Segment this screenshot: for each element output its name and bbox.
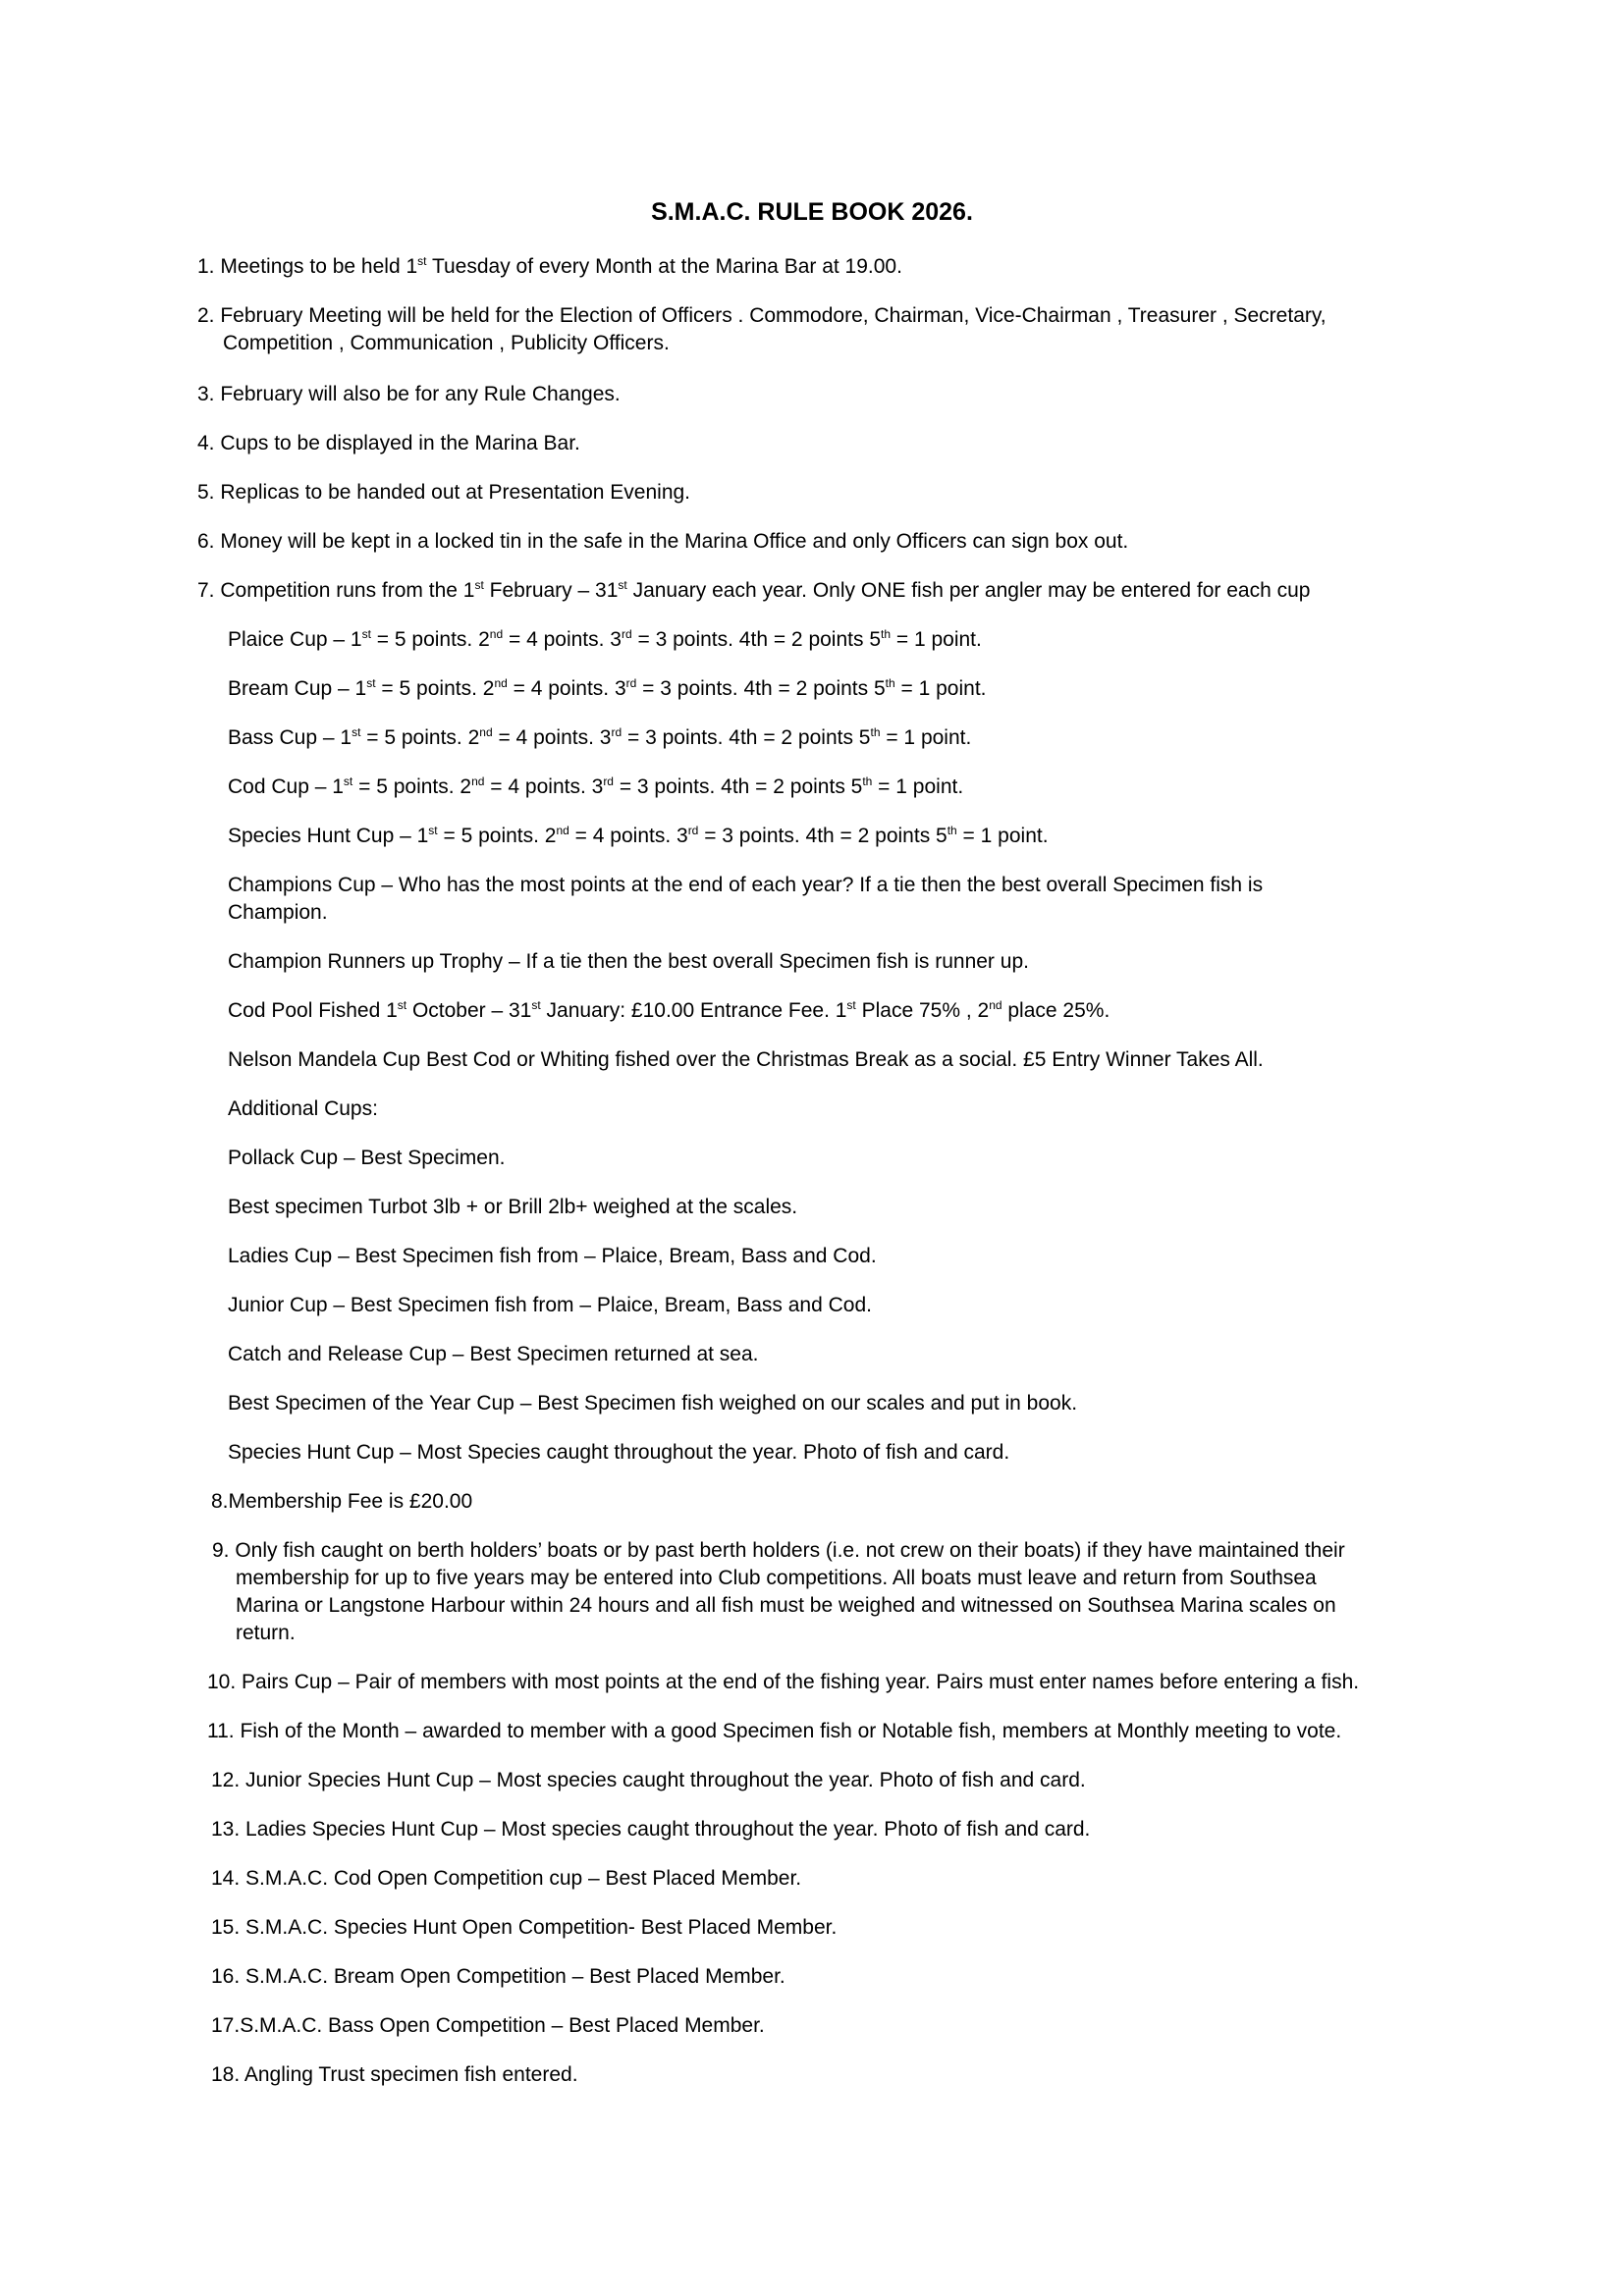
rule-line: [228, 1194, 797, 1221]
rule-text: Marina or Langstone Harbour within 24 hours and all fish must be weighed and witnessed on Southsea Marina scales on: [236, 1594, 1336, 1617]
rule-text: Best specimen Turbot 3lb + or Brill 2lb+ weighed at the scales.: [228, 1196, 798, 1218]
rule-line: [228, 724, 971, 752]
ordinal-suffix: nd: [489, 627, 504, 641]
ordinal-suffix: th: [870, 725, 881, 739]
rule-line: [211, 1865, 801, 1893]
rule-text: = 4 points. 3: [503, 628, 622, 651]
rule-text: October – 31: [406, 999, 532, 1022]
ordinal-suffix: nd: [556, 824, 569, 837]
rule-text: = 5 points. 2: [437, 825, 557, 847]
rule-line: [228, 1390, 1077, 1417]
rule-text: = 3 points. 4th = 2 points 5: [636, 677, 886, 700]
rule-line: [197, 528, 1128, 556]
ordinal-suffix: st: [361, 627, 371, 641]
ordinal-suffix: rd: [621, 627, 632, 641]
rule-text: Catch and Release Cup – Best Specimen returned at sea.: [228, 1343, 759, 1365]
rule-line: [228, 872, 1263, 899]
rule-line: [197, 430, 580, 457]
rule-line: [236, 1620, 296, 1647]
rule-text: = 1 point.: [894, 677, 987, 700]
rule-text: Ladies Cup – Best Specimen fish from – Plaice, Bream, Bass and Cod.: [228, 1245, 877, 1267]
rule-text: = 4 points. 3: [507, 677, 626, 700]
rule-line: [211, 1816, 1090, 1843]
rule-text: 4. Cups to be displayed in the Marina Bar.: [197, 432, 580, 454]
rule-line: [223, 330, 670, 357]
rule-line: [197, 302, 1326, 330]
rule-text: = 1 point.: [880, 726, 972, 749]
rule-text: Champion Runners up Trophy – If a tie then the best overall Specimen fish is runner up.: [228, 950, 1029, 973]
ordinal-suffix: st: [428, 824, 438, 837]
rule-line: [207, 1669, 1359, 1696]
rule-text: 14. S.M.A.C. Cod Open Competition cup – Best Placed Member.: [211, 1867, 802, 1890]
rule-line: [228, 1439, 1009, 1467]
rule-text: 15. S.M.A.C. Species Hunt Open Competition- Best Placed Member.: [211, 1916, 838, 1939]
page-title: S.M.A.C. RULE BOOK 2026.: [651, 198, 973, 226]
rule-text: 10. Pairs Cup – Pair of members with most points at the end of the fishing year. Pairs must enter names before entering a fish.: [207, 1671, 1360, 1693]
ordinal-suffix: st: [474, 578, 484, 592]
ordinal-suffix: nd: [989, 998, 1002, 1012]
rule-text: 11. Fish of the Month – awarded to member with a good Specimen fish or Notable fish, members at Monthly meeting to vote.: [207, 1720, 1342, 1742]
rule-text: 2. February Meeting will be held for the Election of Officers . Commodore, Chairman, Vice-Chairman , Treasurer , Secretary,: [197, 304, 1326, 327]
rule-text: Junior Cup – Best Specimen fish from – Plaice, Bream, Bass and Cod.: [228, 1294, 872, 1316]
rule-text: Pollack Cup – Best Specimen.: [228, 1147, 506, 1169]
ordinal-suffix: nd: [471, 774, 485, 788]
rule-text: Champions Cup – Who has the most points at the end of each year? If a tie then the best overall Specimen fish is: [228, 874, 1264, 896]
rule-text: Bass Cup – 1: [228, 726, 352, 749]
rule-text: = 4 points. 3: [484, 775, 604, 798]
rule-text: Cod Pool Fished 1: [228, 999, 398, 1022]
ordinal-suffix: th: [947, 824, 957, 837]
rule-text: 8.Membership Fee is £20.00: [211, 1490, 473, 1513]
rule-text: = 1 point.: [872, 775, 964, 798]
rule-text: 9. Only fish caught on berth holders’ boats or by past berth holders (i.e. not crew on their boats) if they have maintained their: [212, 1539, 1345, 1562]
rule-line: [228, 774, 963, 801]
ordinal-suffix: st: [366, 676, 376, 690]
rule-line: [228, 1046, 1264, 1074]
rule-line: [228, 675, 987, 703]
rule-text: Champion.: [228, 901, 328, 924]
rule-text: = 4 points. 3: [492, 726, 612, 749]
rule-text: Additional Cups:: [228, 1097, 378, 1120]
rule-text: January: £10.00 Entrance Fee. 1: [540, 999, 847, 1022]
rule-text: place 25%.: [1001, 999, 1110, 1022]
rule-text: 17.S.M.A.C. Bass Open Competition – Best Placed Member.: [211, 2014, 765, 2037]
rule-text: = 3 points. 4th = 2 points 5: [622, 726, 871, 749]
ordinal-suffix: th: [881, 627, 892, 641]
rule-line: [228, 948, 1029, 976]
rule-text: Tuesday of every Month at the Marina Bar at 19.00.: [426, 255, 902, 278]
rule-line: [211, 1767, 1086, 1794]
ordinal-suffix: st: [531, 998, 541, 1012]
rule-text: February – 31: [483, 579, 619, 602]
rule-line: [236, 1565, 1317, 1592]
rule-text: = 5 points. 2: [375, 677, 495, 700]
rule-line: [228, 626, 982, 654]
rule-line: [197, 381, 621, 408]
ordinal-suffix: st: [397, 998, 407, 1012]
ordinal-suffix: st: [352, 725, 361, 739]
rule-line: [211, 1963, 785, 1991]
rule-line: [212, 1537, 1345, 1565]
rule-text: 6. Money will be kept in a locked tin in the safe in the Marina Office and only Officers can sign box out.: [197, 530, 1129, 553]
rule-text: 5. Replicas to be handed out at Presentation Evening.: [197, 481, 691, 504]
rule-text: 18. Angling Trust specimen fish entered.: [211, 2063, 578, 2086]
rule-text: Bream Cup – 1: [228, 677, 367, 700]
rule-line: [197, 253, 902, 281]
rule-line: [228, 1145, 505, 1172]
rule-line: [228, 1095, 378, 1123]
rule-text: Cod Cup – 1: [228, 775, 344, 798]
rule-text: membership for up to five years may be entered into Club competitions. All boats must leave and return from Southsea: [236, 1567, 1317, 1589]
rule-text: = 4 points. 3: [568, 825, 688, 847]
rule-text: = 5 points. 2: [370, 628, 490, 651]
rule-line: [207, 1718, 1341, 1745]
ordinal-suffix: nd: [479, 725, 493, 739]
ordinal-suffix: th: [885, 676, 895, 690]
ordinal-suffix: th: [862, 774, 873, 788]
rule-line: [197, 577, 1310, 605]
rule-text: return.: [236, 1622, 296, 1644]
rule-line: [211, 2061, 578, 2089]
rule-line: [228, 1341, 758, 1368]
rule-text: Best Specimen of the Year Cup – Best Specimen fish weighed on our scales and put in book.: [228, 1392, 1078, 1415]
rule-line: [228, 899, 328, 927]
ordinal-suffix: nd: [494, 676, 508, 690]
rule-text: Plaice Cup – 1: [228, 628, 362, 651]
ordinal-suffix: st: [846, 998, 856, 1012]
rule-text: 13. Ladies Species Hunt Cup – Most species caught throughout the year. Photo of fish and card.: [211, 1818, 1091, 1841]
rule-line: [228, 823, 1049, 850]
ordinal-suffix: rd: [625, 676, 637, 690]
ordinal-suffix: rd: [687, 824, 699, 837]
rule-text: Species Hunt Cup – 1: [228, 825, 429, 847]
rule-text: Species Hunt Cup – Most Species caught throughout the year. Photo of fish and card.: [228, 1441, 1010, 1464]
rule-text: = 3 points. 4th = 2 points 5: [631, 628, 881, 651]
rule-text: 3. February will also be for any Rule Changes.: [197, 383, 621, 405]
rule-line: [211, 1914, 837, 1942]
rule-text: 7. Competition runs from the 1: [197, 579, 475, 602]
rule-line: [211, 2012, 765, 2040]
rule-line: [228, 1243, 877, 1270]
rule-text: = 5 points. 2: [360, 726, 480, 749]
ordinal-suffix: rd: [603, 774, 614, 788]
rule-line: [197, 479, 690, 507]
ordinal-suffix: st: [618, 578, 627, 592]
rule-text: January each year. Only ONE fish per angler may be entered for each cup: [626, 579, 1311, 602]
rule-text: 16. S.M.A.C. Bream Open Competition – Best Placed Member.: [211, 1965, 785, 1988]
rule-text: = 1 point.: [891, 628, 982, 651]
rule-text: 12. Junior Species Hunt Cup – Most species caught throughout the year. Photo of fish and card.: [211, 1769, 1086, 1791]
rule-line: [228, 1292, 872, 1319]
ordinal-suffix: st: [343, 774, 353, 788]
rule-text: Place 75% , 2: [855, 999, 990, 1022]
rule-text: Competition , Communication , Publicity Officers.: [223, 332, 670, 354]
rule-text: = 1 point.: [956, 825, 1049, 847]
rule-line: [211, 1488, 472, 1516]
rule-text: 1. Meetings to be held 1: [197, 255, 418, 278]
ordinal-suffix: st: [417, 254, 427, 268]
ordinal-suffix: rd: [611, 725, 623, 739]
rule-text: = 5 points. 2: [352, 775, 472, 798]
rule-line: [236, 1592, 1336, 1620]
rule-text: = 3 points. 4th = 2 points 5: [698, 825, 947, 847]
rule-line: [228, 997, 1110, 1025]
rule-text: = 3 points. 4th = 2 points 5: [613, 775, 863, 798]
rule-text: Nelson Mandela Cup Best Cod or Whiting fished over the Christmas Break as a social. £5 Entry Winner Takes All.: [228, 1048, 1264, 1071]
